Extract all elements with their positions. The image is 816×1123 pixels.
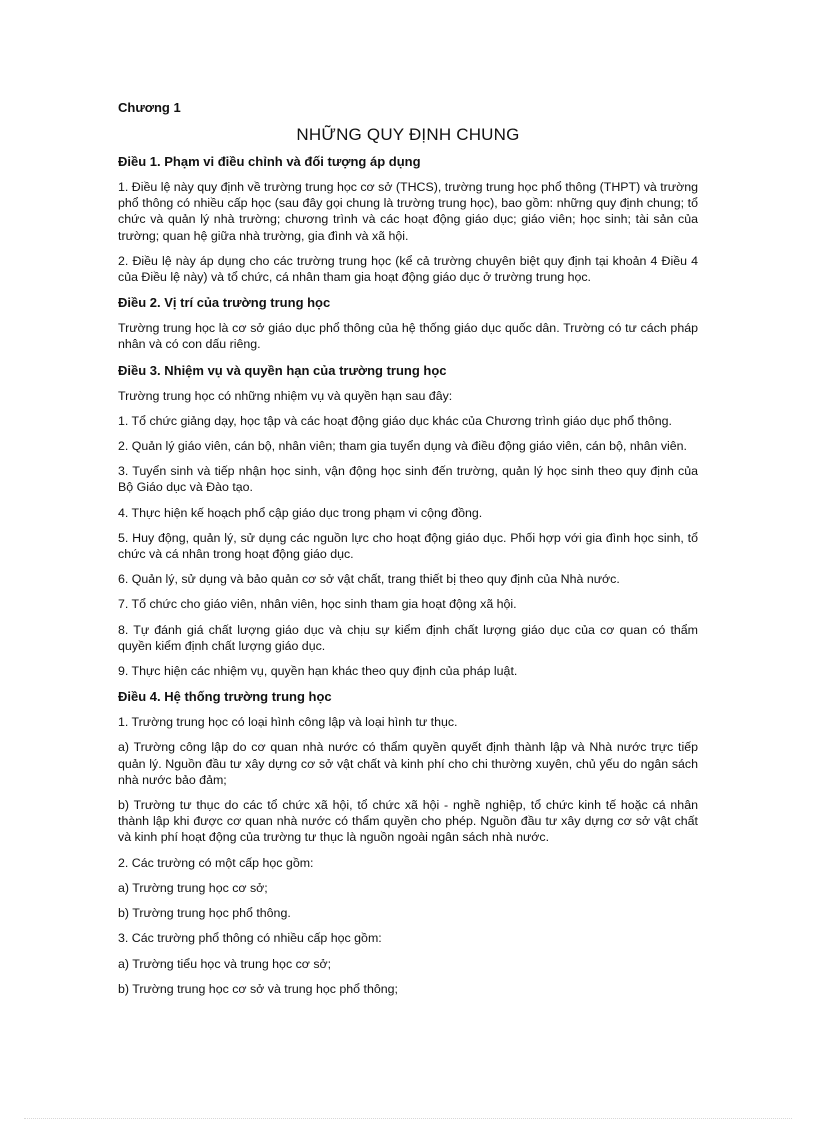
article-1-heading: Điều 1. Phạm vi điều chỉnh và đối tượng áp dụng [118,154,421,169]
article-4-paragraph: a) Trường công lập do cơ quan nhà nước có thẩm quyền quyết định thành lập và Nhà nước trực tiếp quản lý. Nguồn đầu tư xây dựng cơ sở vật chất và kinh phí cho chi thường xuyên, chủ yếu do ngân sách nhà nước bảo đảm; [118,740,698,787]
chapter-title: NHỮNG QUY ĐỊNH CHUNG [296,125,520,144]
article-3-paragraph: 4. Thực hiện kế hoạch phổ cập giáo dục trong phạm vi cộng đồng. [118,505,483,520]
article-3-paragraph: 3. Tuyển sinh và tiếp nhận học sinh, vận động học sinh đến trường, quản lý học sinh theo quy định của Bộ Giáo dục và Đào tạo. [118,464,698,495]
article-3-paragraph: 6. Quản lý, sử dụng và bảo quản cơ sở vật chất, trang thiết bị theo quy định của Nhà nước. [118,572,620,587]
article-3-paragraph: 7. Tổ chức cho giáo viên, nhân viên, học sinh tham gia hoạt động xã hội. [118,597,517,612]
article-4-heading: Điều 4. Hệ thống trường trung học [118,689,332,705]
article-1-paragraph: 2. Điều lệ này áp dụng cho các trường trung học (kể cả trường chuyên biệt quy định tại khoản 4 Điều 4 của Điều lệ này) và tổ chức, cá nhân tham gia hoạt động giáo dục ở trường trung học. [118,253,698,285]
article-4-paragraph: b) Trường tư thục do các tổ chức xã hội, tổ chức xã hội - nghề nghiệp, tổ chức kinh tế hoặc cá nhân thành lập khi được cơ quan nhà nước có thẩm quyền cho phép. Nguồn đầu tư xây dựng cơ sở vật chất và kinh phí hoạt động của trường tư thục là nguồn ngoài ngân sách nhà nước. [118,798,698,845]
article-2-paragraph: Trường trung học là cơ sở giáo dục phổ thông của hệ thống giáo dục quốc dân. Trường có tư cách pháp nhân và có con dấu riêng. [118,321,698,352]
article-3-paragraph: 2. Quản lý giáo viên, cán bộ, nhân viên; tham gia tuyển dụng và điều động giáo viên, cán bộ, nhân viên. [118,439,687,454]
article-3-paragraph: 8. Tự đánh giá chất lượng giáo dục và chịu sự kiểm định chất lượng giáo dục của cơ quan có thẩm quyền kiểm định chất lượng giáo dục. [118,622,698,653]
article-4-paragraph: 3. Các trường phổ thông có nhiều cấp học gồm: [118,931,382,946]
document-page [118,100,698,1006]
article-4-paragraph: b) Trường trung học cơ sở và trung học phổ thông; [118,981,398,996]
article-2-heading: Điều 2. Vị trí của trường trung học [118,295,331,311]
article-4-paragraph: a) Trường trung học cơ sở; [118,880,268,895]
article-4-paragraph: a) Trường tiểu học và trung học cơ sở; [118,956,332,971]
article-1-paragraph: 1. Điều lệ này quy định về trường trung học cơ sở (THCS), trường trung học phổ thông (THPT) và trường phổ thông có nhiều cấp học (sau đây gọi chung là trường trung học), bao gồm: những quy định chung; tổ chức và quản lý nhà trường; chương trình và các hoạt động giáo dục; giáo viên; học sinh; tài sản của trường; quan hệ giữa nhà trường, gia đình và xã hội. [118,180,698,243]
article-4-paragraph: 1. Trường trung học có loại hình công lập và loại hình tư thục. [118,715,458,730]
chapter-label: Chương 1 [118,100,181,115]
article-4-paragraph: 2. Các trường có một cấp học gồm: [118,855,314,870]
page-bottom-divider [24,1118,792,1119]
article-4-paragraph: b) Trường trung học phổ thông. [118,906,291,921]
article-3-paragraph: 1. Tổ chức giảng dạy, học tập và các hoạt động giáo dục khác của Chương trình giáo dục phổ thông. [118,413,672,428]
article-3-paragraph: 5. Huy động, quản lý, sử dụng các nguồn lực cho hoạt động giáo dục. Phối hợp với gia đình học sinh, tổ chức và cá nhân trong hoạt động giáo dục. [118,530,698,562]
article-3-paragraph: Trường trung học có những nhiệm vụ và quyền hạn sau đây: [118,388,453,403]
article-3-heading: Điều 3. Nhiệm vụ và quyền hạn của trường trung học [118,362,447,378]
article-3-paragraph: 9. Thực hiện các nhiệm vụ, quyền hạn khác theo quy định của pháp luật. [118,664,518,679]
